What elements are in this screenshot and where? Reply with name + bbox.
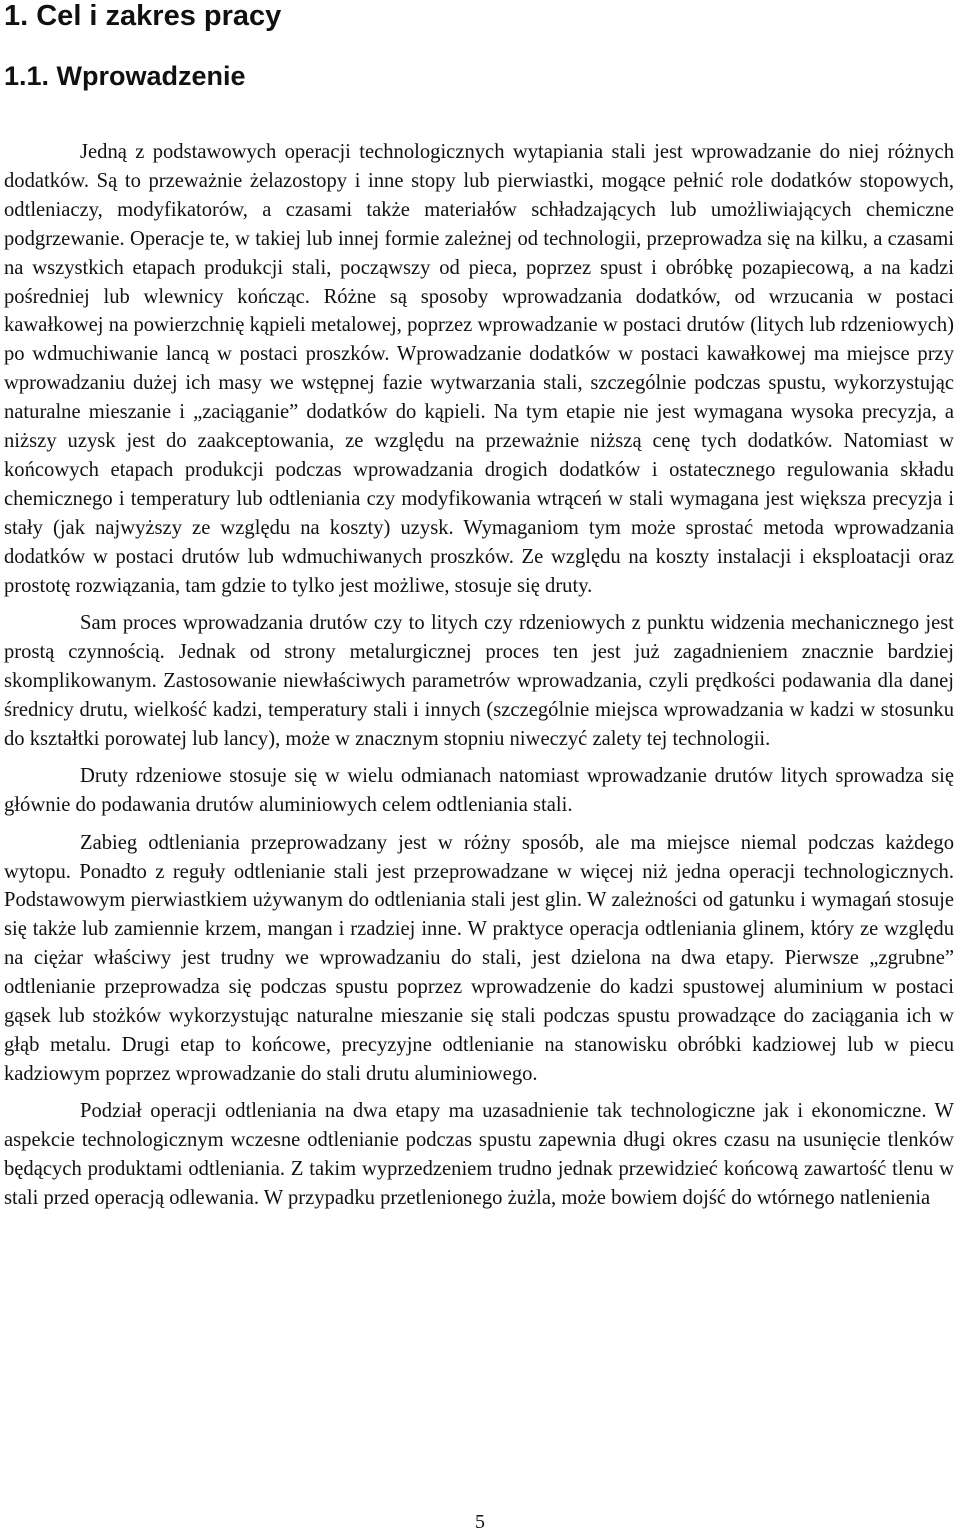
- paragraph-2: Sam proces wprowadzania drutów czy to litych czy rdzeniowych z punktu widzenia mechanicznego jest prostą czynnością. Jednak od strony metalurgicznej proces ten jest już zagadnieniem znacznie bardziej skomplikowanym. Zastosowanie niewłaściwych parametrów wprowadzania, czyli prędkości podawania dla danej średnicy drutu, wielkość kadzi, temperatury stali i innych (szczególnie miejsca wprowadzania w kadzi w stosunku do kształtki porowatej lub lancy), może w znacznym stopniu niweczyć zalety tej technologii.: [4, 612, 954, 750]
- paragraph-3: Druty rdzeniowe stosuje się w wielu odmianach natomiast wprowadzanie drutów litych sprowadza się głównie do podawania drutów aluminiowych celem odtleniania stali.: [4, 765, 954, 817]
- section-heading: 1.1. Wprowadzenie: [4, 61, 246, 91]
- paragraph-1: Jedną z podstawowych operacji technologicznych wytapiania stali jest wprowadzanie do niej różnych dodatków. Są to przeważnie żelazostopy i inne stopy lub pierwiastki, mogące pełnić role dodatków stopowych, odtleniaczy, modyfikatorów, a czasami także materiałów schładzających lub umożliwiających chemiczne podgrzewanie. Operacje te, w takiej lub innej formie zależnej od technologii, przeprowadza się na kilku, a czasami na wszystkich etapach produkcji stali, począwszy od pieca, poprzez spust i obróbkę pozapiecową, a na kadzi pośredniej lub wlewnicy kończąc. Różne są sposoby wprowadzania dodatków, od wrzucania w postaci kawałkowej na powierzchnię kąpieli metalowej, poprzez wprowadzanie w postaci drutów (litych lub rdzeniowych) po wdmuchiwanie lancą w postaci proszków. Wprowadzanie dodatków w postaci kawałkowej ma miejsce przy wprowadzaniu dużej ich masy we wstępnej fazie wytwarzania stali, szczególnie podczas spustu, wykorzystując naturalne mieszanie i „zaciąganie” dodatków do kąpieli. Na tym etapie nie jest wymagana wysoka precyzja, a niższy uzysk jest do zaakceptowania, ze względu na przeważnie niższą cenę tych dodatków. Natomiast w końcowych etapach produkcji podczas wprowadzania drogich dodatków i ostatecznego regulowania składu chemicznego i temperatury lub odtleniania czy modyfikowania wtrąceń w stali wymagana jest większa precyzja i stały (jak najwyższy ze względu na koszty) uzysk. Wymaganiom tym może sprostać metoda wprowadzania dodatków w postaci drutów lub wdmuchiwanych proszków. Ze względu na koszty instalacji i eksploatacji oraz prostotę rozwiązania, tam gdzie to tylko jest możliwe, stosuje się druty.: [4, 141, 954, 597]
- chapter-heading: 1. Cel i zakres pracy: [4, 0, 282, 32]
- paragraph-5: Podział operacji odtleniania na dwa etapy ma uzasadnienie tak technologiczne jak i ekonomiczne. W aspekcie technologicznym wczesne odtlenianie podczas spustu zapewnia długi okres czasu na usunięcie tlenków będących produktami odtleniania. Z takim wyprzedzeniem trudno jednak przewidzieć końcową zawartość tlenu w stali przed operacją odlewania. W przypadku przetlenionego żużla, może bowiem dojść do wtórnego natlenienia: [4, 1100, 954, 1210]
- paragraph-4: Zabieg odtleniania przeprowadzany jest w różny sposób, ale ma miejsce niemal podczas każdego wytopu. Ponadto z reguły odtlenianie stali jest przeprowadzane w więcej niż jedna operacji technologicznych. Podstawowym pierwiastkiem używanym do odtleniania stali jest glin. W zależności od gatunku i wymagań stosuje się także lub zamiennie krzem, mangan i rzadziej inne. W praktyce operacja odtleniania glinem, który ze względu na ciężar właściwy jest trudny we wprowadzaniu do stali, jest dzielona na dwa etapy. Pierwsze „zgrubne” odtlenianie przeprowadza się podczas spustu poprzez wprowadzenie do kadzi spustowej aluminium w postaci gąsek lub stożków wykorzystując naturalne mieszanie się stali podczas spustu prowadzące do zaciągania ich w głąb metalu. Drugi etap to końcowe, precyzyjne odtlenianie na stanowisku obróbki kadziowej lub w piecu kadziowym poprzez wprowadzanie do stali drutu aluminiowego.: [4, 831, 954, 1085]
- body-text: [4, 138, 954, 1222]
- page-number: 5: [475, 1511, 485, 1533]
